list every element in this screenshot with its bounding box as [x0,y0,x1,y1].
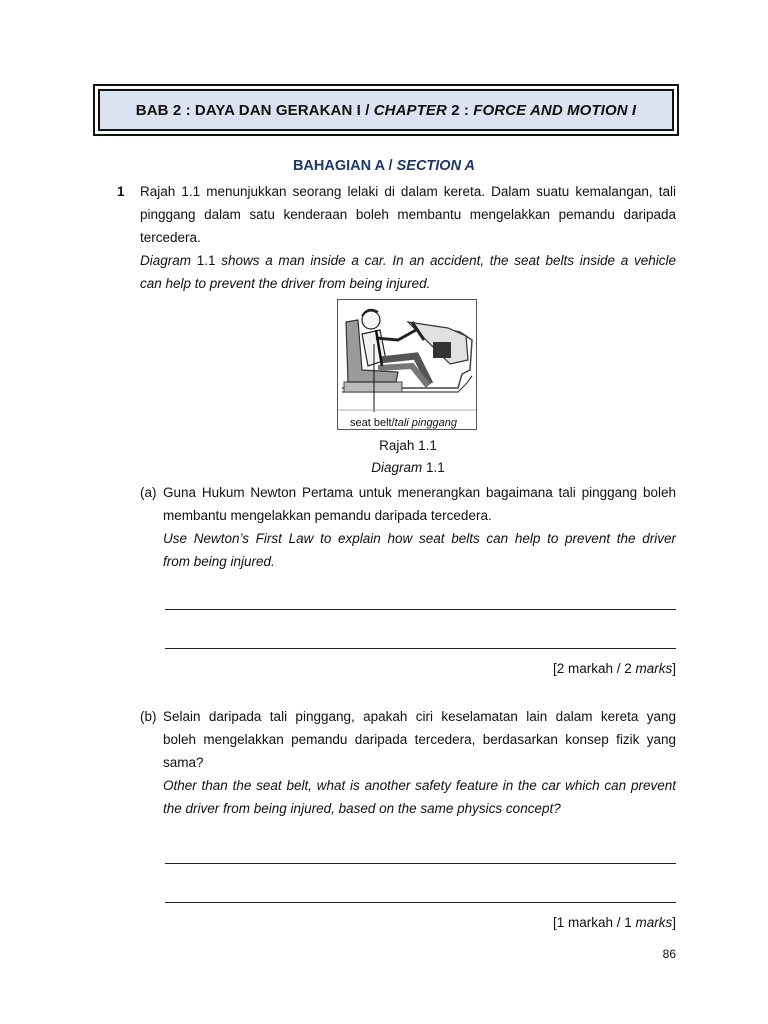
part-b-malay-line-1: Selain daripada tali pinggang, apakah ciri keselamatan lain dalam kereta yang [163,709,676,724]
section-title-english: SECTION A [396,158,476,174]
part-a-marks: [2 markah / 2 marks] [552,661,676,676]
question-number: 1 [117,184,125,199]
car-driver-illustration [338,300,476,429]
part-b-malay-line-3: sama? [163,755,204,770]
chapter-title [136,102,636,119]
part-a-english-line-1: Use Newton’s First Law to explain how seat belts can help to prevent the driver [163,531,676,546]
part-b-answer-line-2[interactable] [165,902,676,903]
page-number: 86 [662,947,676,961]
part-a-malay-line-1: Guna Hukum Newton Pertama untuk menerangkan bagaimana tali pinggang boleh [163,485,676,500]
part-a-english-line-2: from being injured. [163,554,275,569]
part-b-marks: [1 markah / 1 marks] [552,915,676,930]
part-a-answer-line-2[interactable] [165,648,676,649]
diagram-1-1 [337,299,477,430]
question-malay-line-2: pinggang dalam satu kenderaan boleh membantu mengelakkan pemandu daripada [140,207,676,222]
chapter-header-inner [98,89,674,131]
part-a-answer-line-1[interactable] [165,609,676,610]
chapter-title-malay: BAB 2 : DAYA DAN GERAKAN I / [135,101,374,119]
figure-label: seat belt/tali pinggang [350,417,458,429]
part-a-label: (a) [140,485,157,500]
part-b-label: (b) [140,709,157,724]
part-b-answer-line-1[interactable] [165,863,676,864]
question-english-line-2: can help to prevent the driver from being injured. [140,276,431,291]
section-title [0,158,768,174]
question-malay-line-1: Rajah 1.1 menunjukkan seorang lelaki di dalam kereta. Dalam suatu kemalangan, tali [140,184,676,199]
question-malay-line-3: tercedera. [140,230,201,245]
chapter-header-box [93,84,679,136]
question-english-line-1: Diagram 1.1 shows a man inside a car. In an accident, the seat belts inside a vehicle [140,253,676,268]
part-b-english-line-1: Other than the seat belt, what is another safety feature in the car which can prevent [163,778,676,793]
figure-caption-malay: Rajah 1.1 [379,438,437,453]
part-a-malay-line-2: membantu mengelakkan pemandu daripada tercedera. [163,508,492,523]
chapter-title-english: FORCE AND MOTION I [473,101,637,119]
figure-caption-english: Diagram 1.1 [371,460,445,475]
chapter-title-chapter: CHAPTER [373,101,447,119]
chapter-title-number: 2 : [446,101,474,119]
section-title-malay: BAHAGIAN A / [292,158,397,174]
part-b-malay-line-2: boleh mengelakkan pemandu daripada tercedera, berdasarkan konsep fizik yang [163,732,676,747]
part-b-english-line-2: the driver from being injured, based on the same physics concept? [163,801,561,816]
